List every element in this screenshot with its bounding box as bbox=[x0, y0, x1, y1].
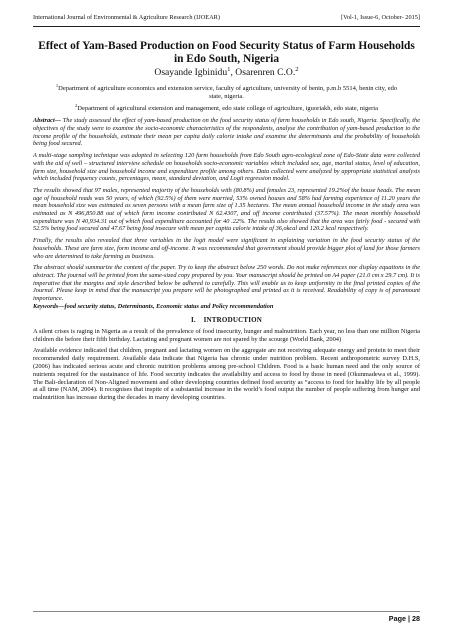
affiliation-2-sup: 2 bbox=[75, 103, 78, 109]
affiliation-2-text: Department of agricultural extension and management, edo state college of agriculture, iguoriakh, edo state, nigeria bbox=[77, 105, 378, 113]
keywords: Keywords—food security status, Determinants, Economic status and Policy recommendation bbox=[33, 302, 274, 310]
page-footer bbox=[389, 614, 420, 623]
abstract-paragraph-5: The abstract should summarize the content of the paper. Try to keep the abstract below 250 words. Do not make references nor display equations in the abstract. The journal will be printed from the same-sized copy prepared by you. Your manuscript should be printed on A4 paper (21.0 cm x 29.7 cm). It is imperative that the margins and style described below be adhered to carefully. This will enable us to keep uniformity in the final printed copies of the Journal. Please keep in mind that the manuscript you prepare will be photographed and printed as it is received. Readability of copy is of paramount importance. bbox=[33, 264, 420, 303]
section-heading bbox=[33, 316, 420, 325]
section-number: I. bbox=[190, 315, 196, 324]
abstract-paragraph-1 bbox=[33, 117, 420, 148]
affiliation-2 bbox=[51, 105, 402, 113]
author-2-sup: 2 bbox=[295, 65, 299, 73]
abstract-paragraph-2: A multi-stage sampling technique was adopted in selecting 120 farm households from Edo South agro-ecological zone of Edo-State data were collected with the aid of well – structured interview schedule on households socio-economic variables which included sex, age, marital status, level of education, farm size, household size and household income and expenditure profile among others. Data collected were analyzed by appropriate statistical analysis which included frequency counts, percentages, mean, standard deviation, and Logit regression model. bbox=[33, 152, 420, 183]
affiliation-1-sup: 1 bbox=[55, 82, 59, 88]
affiliation-1-text: Department of agriculture economics and extension service, faculty of agriculture, university of benin, p.m.b 5514, benin city, edo state, nigeria. bbox=[58, 85, 398, 101]
article-content bbox=[33, 40, 420, 406]
intro-paragraph-1: A silent crises is raging in Nigeria as a result of the prevalence of food insecurity, hunger and malnutrition. Each year, no less than one million Nigeria children die before their fifth birthday. Lactating and pregnant women are not spared by the scourge (World Bank, 2004) bbox=[33, 327, 420, 343]
author-separator: , bbox=[230, 67, 236, 78]
issue-info: [Vol-1, Issue-6, October- 2015] bbox=[341, 14, 420, 21]
header-rule bbox=[33, 26, 420, 27]
abstract-lead: Abstract— bbox=[33, 117, 61, 125]
abstract-p1-text: The study assessed the effect of yam-based production on the food security status of farm households in Edo south, Nigeria. Specifically, the objectives of the study were to examine the socio-economic characteristics of the respondents, analyse the contribution of yam-based production to the income profile of the households, estimate their mean per capita daily calorie intake and examine the determinants and the probability of households being food secured. bbox=[33, 117, 420, 148]
author-1-sup: 1 bbox=[227, 65, 231, 73]
author-2-name: Osarenren C.O. bbox=[235, 67, 296, 78]
footer-rule bbox=[33, 611, 420, 612]
abstract-paragraph-4: Finally, the results also revealed that three variables in the logit model were significant in explaining variation in the food security status of the households. These are farm size, form income and off-income. It was recommended that government should provide bigger plot of land for those farmers who are determined to take farming as business. bbox=[33, 237, 420, 260]
page-separator: | bbox=[405, 614, 412, 623]
intro-paragraph-2: Available evidence indicated that children, pregnant and lactating women on the aggregate are not receiving adequate energy and protein to meet their recommended daily requirement. Available data indicate that Nigeria has chronic under nutrition problem. Recent anthropometric survey D.H.S, (2006) has indicated serious acute and chronic nutrition problems among pre-school Children. Food is a basic human need and the only source of nutrients required for the sustainance of life. Food security indicates the availability and access to food by those in need (Okunmadewa et al., 1999). The Bali-declaration of Non-Aligned movement and other developing countries defined food security as “access to food for healthy life by all people at all time (NAM, 2004). It recognises that inspite of a substantial increase in the world’s food output the number of people suffering from hunger and malnutrition has increase during the decades in many developing countries. bbox=[33, 347, 420, 402]
abstract-paragraph-3: The results showed that 97 males, represented majority of the households with (80.8%) and females 23, represented 19.2%of the house heads. The mean age of household reads was 50 years, of which (92.5%) of them were married, 53% owned houses and 58% had farming experience of 11.20 years the mean household size was estimated as seven persons with a mean farm size of 1.35 hectares. The mean annual household income in the study area was estimated as N 496,850.88 out of which farm income contributed N 62.4307, and off income contributed (37.57%). The mean monthly household expenditure was N 40,934.31 out of which food expenditure accounted for 40 .22%. The results also showed that the area was fairly food - secured with 52.5% being food secured and 47.67 being food insecure with mean per capita calorie intake of 36,okcal and 120.2 kcal respectively. bbox=[33, 186, 420, 233]
author-1-name: Osayande Igbinidu bbox=[154, 67, 228, 78]
journal-name: International Journal of Environmental & Agriculture Research (IJOEAR) bbox=[33, 14, 220, 21]
affiliation-1 bbox=[51, 82, 402, 101]
paper-title: Effect of Yam-Based Production on Food Security Status of Farm Households in Edo South, Nigeria bbox=[38, 40, 415, 65]
page-label: Page bbox=[388, 614, 406, 623]
running-header bbox=[33, 13, 420, 23]
author-line bbox=[33, 67, 420, 79]
page-number: 28 bbox=[412, 614, 420, 623]
section-title: INTRODUCTION bbox=[203, 315, 263, 324]
